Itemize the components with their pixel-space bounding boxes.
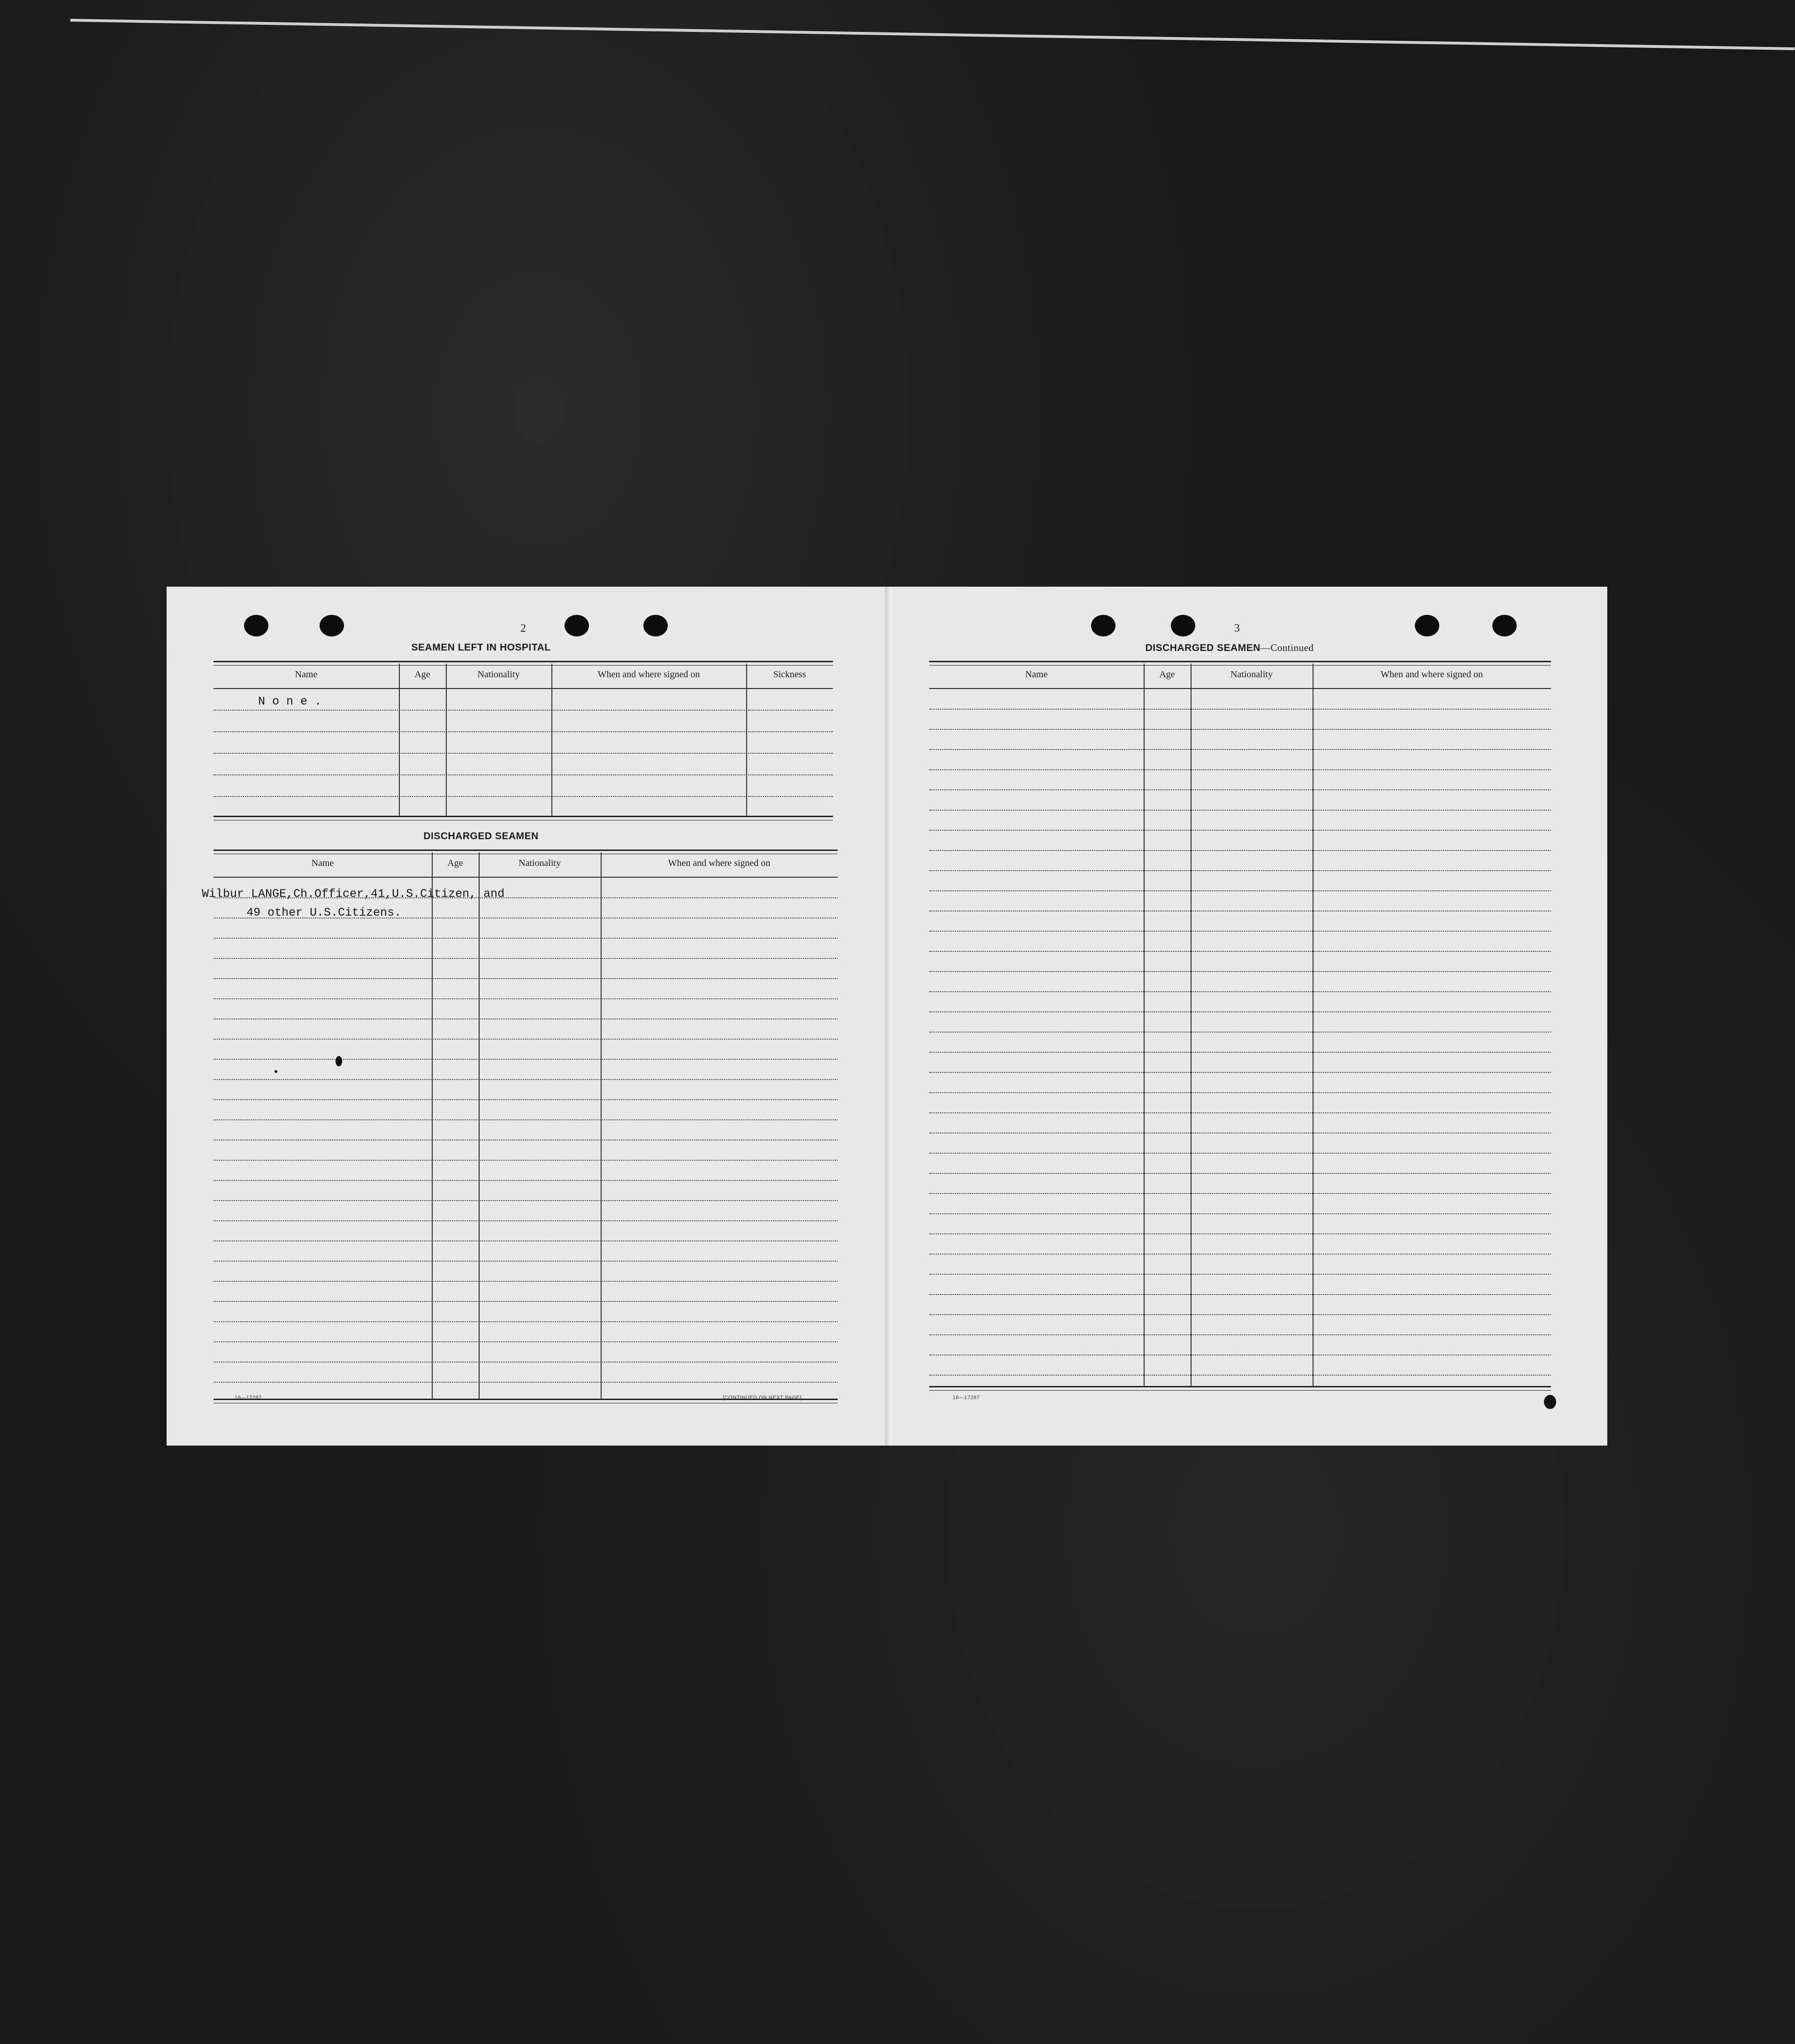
col-header-age: Age xyxy=(1159,669,1175,680)
row-rule xyxy=(214,1382,838,1383)
discharged-entry-line-2: 49 other U.S.Citizens. xyxy=(246,906,402,919)
page-number: 2 xyxy=(520,622,526,635)
row-rule xyxy=(214,1240,838,1241)
row-rule xyxy=(929,1072,1551,1073)
col-header-signed-on: When and where signed on xyxy=(668,858,771,868)
col-header-signed-on: When and where signed on xyxy=(597,669,700,680)
hospital-section-title: SEAMEN LEFT IN HOSPITAL xyxy=(411,642,551,653)
column-divider xyxy=(1144,664,1145,1387)
table-top-rule xyxy=(214,850,838,854)
punch-hole xyxy=(1091,615,1115,636)
row-rule xyxy=(214,958,838,959)
hospital-entry: N o n e . xyxy=(258,695,322,708)
table-top-rule xyxy=(929,661,1551,666)
form-number: 16—17287 xyxy=(953,1395,980,1401)
row-rule xyxy=(214,1362,838,1363)
row-rule xyxy=(929,991,1551,992)
row-rule xyxy=(929,1173,1551,1174)
col-header-name: Name xyxy=(311,858,334,868)
discharged-table xyxy=(214,850,838,1403)
discharged-continued-title xyxy=(1117,642,1342,654)
continued-note: [CONTINUED ON NEXT PAGE] xyxy=(723,1395,802,1401)
row-rule xyxy=(214,753,833,754)
col-header-name: Name xyxy=(295,669,318,680)
page-number: 3 xyxy=(1234,622,1240,635)
col-header-nationality: Nationality xyxy=(477,669,520,680)
row-rule xyxy=(929,951,1551,952)
row-rule xyxy=(929,850,1551,851)
column-divider xyxy=(551,664,552,817)
row-rule xyxy=(214,1220,838,1221)
punch-hole xyxy=(1171,615,1195,636)
row-rule xyxy=(214,1018,838,1019)
column-divider xyxy=(479,852,480,1400)
row-rule xyxy=(929,1153,1551,1154)
title-main: DISCHARGED SEAMEN xyxy=(1145,643,1260,653)
column-divider xyxy=(1191,664,1192,1387)
row-rule xyxy=(929,1274,1551,1275)
row-rule xyxy=(929,810,1551,811)
row-rule xyxy=(929,1092,1551,1093)
row-rule xyxy=(214,1099,838,1100)
row-rule xyxy=(214,1200,838,1201)
row-rule xyxy=(929,1233,1551,1234)
row-rule xyxy=(214,710,833,711)
title-suffix: —Continued xyxy=(1260,642,1314,653)
column-divider xyxy=(399,664,400,817)
row-rule xyxy=(929,749,1551,750)
punch-hole xyxy=(1415,615,1439,636)
ink-speck xyxy=(336,1056,342,1066)
punch-hole xyxy=(244,615,268,636)
row-rule xyxy=(929,870,1551,871)
row-rule xyxy=(929,890,1551,891)
row-rule xyxy=(214,1341,838,1342)
row-rule xyxy=(214,796,833,797)
form-number: 16—17287 xyxy=(235,1395,262,1401)
row-rule xyxy=(214,998,838,999)
row-rule xyxy=(214,1119,838,1120)
row-rule xyxy=(214,1079,838,1080)
table-bottom-rule xyxy=(929,1386,1551,1391)
punch-hole xyxy=(1492,615,1517,636)
row-rule xyxy=(929,971,1551,972)
column-divider xyxy=(746,664,747,817)
row-rule xyxy=(214,1160,838,1161)
col-header-sickness: Sickness xyxy=(773,669,806,680)
ink-speck xyxy=(1544,1395,1556,1409)
header-rule xyxy=(214,688,833,689)
row-rule xyxy=(214,1140,838,1141)
punch-hole xyxy=(643,615,668,636)
punch-hole xyxy=(565,615,589,636)
row-rule xyxy=(214,731,833,732)
row-rule xyxy=(929,1052,1551,1053)
table-top-rule xyxy=(214,661,833,666)
col-header-age: Age xyxy=(414,669,430,680)
row-rule xyxy=(214,938,838,939)
hospital-table xyxy=(214,661,833,820)
ink-speck xyxy=(275,1070,277,1073)
row-rule xyxy=(214,774,833,775)
left-page xyxy=(167,587,892,1446)
row-rule xyxy=(929,1011,1551,1012)
col-header-nationality: Nationality xyxy=(519,858,561,868)
col-header-nationality: Nationality xyxy=(1230,669,1273,680)
row-rule xyxy=(214,1180,838,1181)
row-rule xyxy=(929,931,1551,932)
row-rule xyxy=(214,1039,838,1040)
header-rule xyxy=(929,688,1551,689)
row-rule xyxy=(929,1193,1551,1194)
row-rule xyxy=(929,769,1551,770)
right-page xyxy=(892,587,1607,1446)
table-bottom-rule xyxy=(214,816,833,820)
punch-hole xyxy=(320,615,344,636)
row-rule xyxy=(929,1334,1551,1335)
column-divider xyxy=(446,664,447,817)
row-rule xyxy=(214,1301,838,1302)
col-header-name: Name xyxy=(1025,669,1048,680)
row-rule xyxy=(929,830,1551,831)
discharged-continued-table xyxy=(929,661,1551,1391)
row-rule xyxy=(929,1254,1551,1255)
column-divider xyxy=(1313,664,1314,1387)
row-rule xyxy=(214,1059,838,1060)
row-rule xyxy=(929,1032,1551,1033)
col-header-age: Age xyxy=(447,858,463,868)
row-rule xyxy=(929,1314,1551,1315)
column-divider xyxy=(601,852,602,1400)
col-header-signed-on: When and where signed on xyxy=(1381,669,1483,680)
row-rule xyxy=(214,978,838,979)
row-rule xyxy=(214,1281,838,1282)
discharged-section-title: DISCHARGED SEAMEN xyxy=(423,831,539,842)
row-rule xyxy=(929,789,1551,790)
row-rule xyxy=(214,1261,838,1262)
row-rule xyxy=(929,729,1551,730)
header-rule xyxy=(214,877,838,878)
row-rule xyxy=(929,1294,1551,1295)
row-rule xyxy=(929,709,1551,710)
row-rule xyxy=(929,1213,1551,1214)
column-divider xyxy=(432,852,433,1400)
discharged-entry-line-1: Wilbur LANGE,Ch.Officer,41,U.S.Citizen, and xyxy=(202,887,505,901)
row-rule xyxy=(214,1321,838,1322)
row-rule xyxy=(929,1112,1551,1113)
row-rule xyxy=(929,1375,1551,1376)
